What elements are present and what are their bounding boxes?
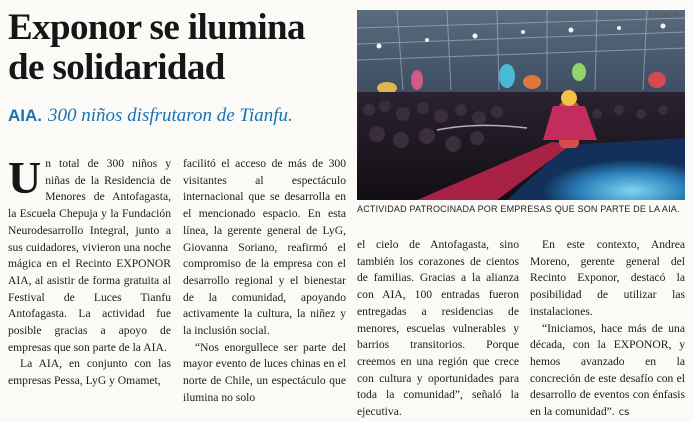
drop-cap: U [8,152,42,203]
photo-credit: CEDIDA [648,10,679,19]
body-paragraph [530,321,685,422]
section-kicker: AIA. [8,106,42,125]
paragraph-text: “Iniciamos, hace más de una década, con la EXPONOR, y hemos avanzado en la concreción de este desafío con el desarrollo de eventos con énfasis en la comunidad”. [530,321,685,419]
body-paragraph: “Nos enorgullece ser parte del mayor evento de luces chinas en el norte de Chile, un espectáculo que ilumina no solo [183,340,346,404]
body-paragraph [8,152,171,356]
body-paragraph: el cielo de Antofagasta, sino también los corazones de cientos de familias. Gracias a la alianza con AIA, 100 entradas fueron entregadas a residencias de menores, escuelas vulnerables y barrios transitorios. Porque creemos en una región que crece con cultura y oportunidades para toda la comunidad”, señaló la ejecutiva. [357,238,519,419]
article-headline: Exponor se ilumina de solidaridad [8,7,305,88]
festival-photo-illustration [357,10,685,200]
body-column-2 [183,156,346,407]
body-paragraph: facilitó el acceso de más de 300 visitantes al espectáculo internacional que se desarrolla en el mencionado espacio. En esta línea, la gerente general de LyG, Giovanna Soriano, reafirmó el compromiso de la empresa con el desarrollo regional y el bienestar de la comunidad, apoyando activamente la cultura, la niñez y la inclusión social. [183,157,346,338]
article-deck: 300 niños disfrutaron de Tianfu. [48,105,293,126]
body-column-4 [530,237,685,422]
body-column-3 [357,237,519,421]
paragraph-text: n total de 300 niños y niñas de la Residencia de Menores de Antofagasta, la Escuela Chepuja y la Fundación Neurodesarrollo Integral, junto a sus cuidadores, vivieron una noche mágica en el Recinto EXPONOR AIA, al asistir de forma gratuita al Festival de Luces Tianfu Antofagasta. La actividad fue posible gracias a apoyo de empresas que son parte de la AIA. [8,157,171,354]
body-paragraph: La AIA, en conjunto con las empresas Pessa, LyG y Omamet, [8,357,171,388]
article-photo [357,10,685,200]
article-subhead [8,104,353,128]
body-paragraph: En este contexto, Andrea Moreno, gerente general del Recinto Exponor, destacó la posibilidad de utilizar las instalaciones. [530,238,685,318]
body-column-1 [8,152,171,390]
end-mark: cs [618,407,630,419]
photo-caption: ACTIVIDAD PATROCINADA POR EMPRESAS QUE SON PARTE DE LA AIA. [357,204,680,214]
